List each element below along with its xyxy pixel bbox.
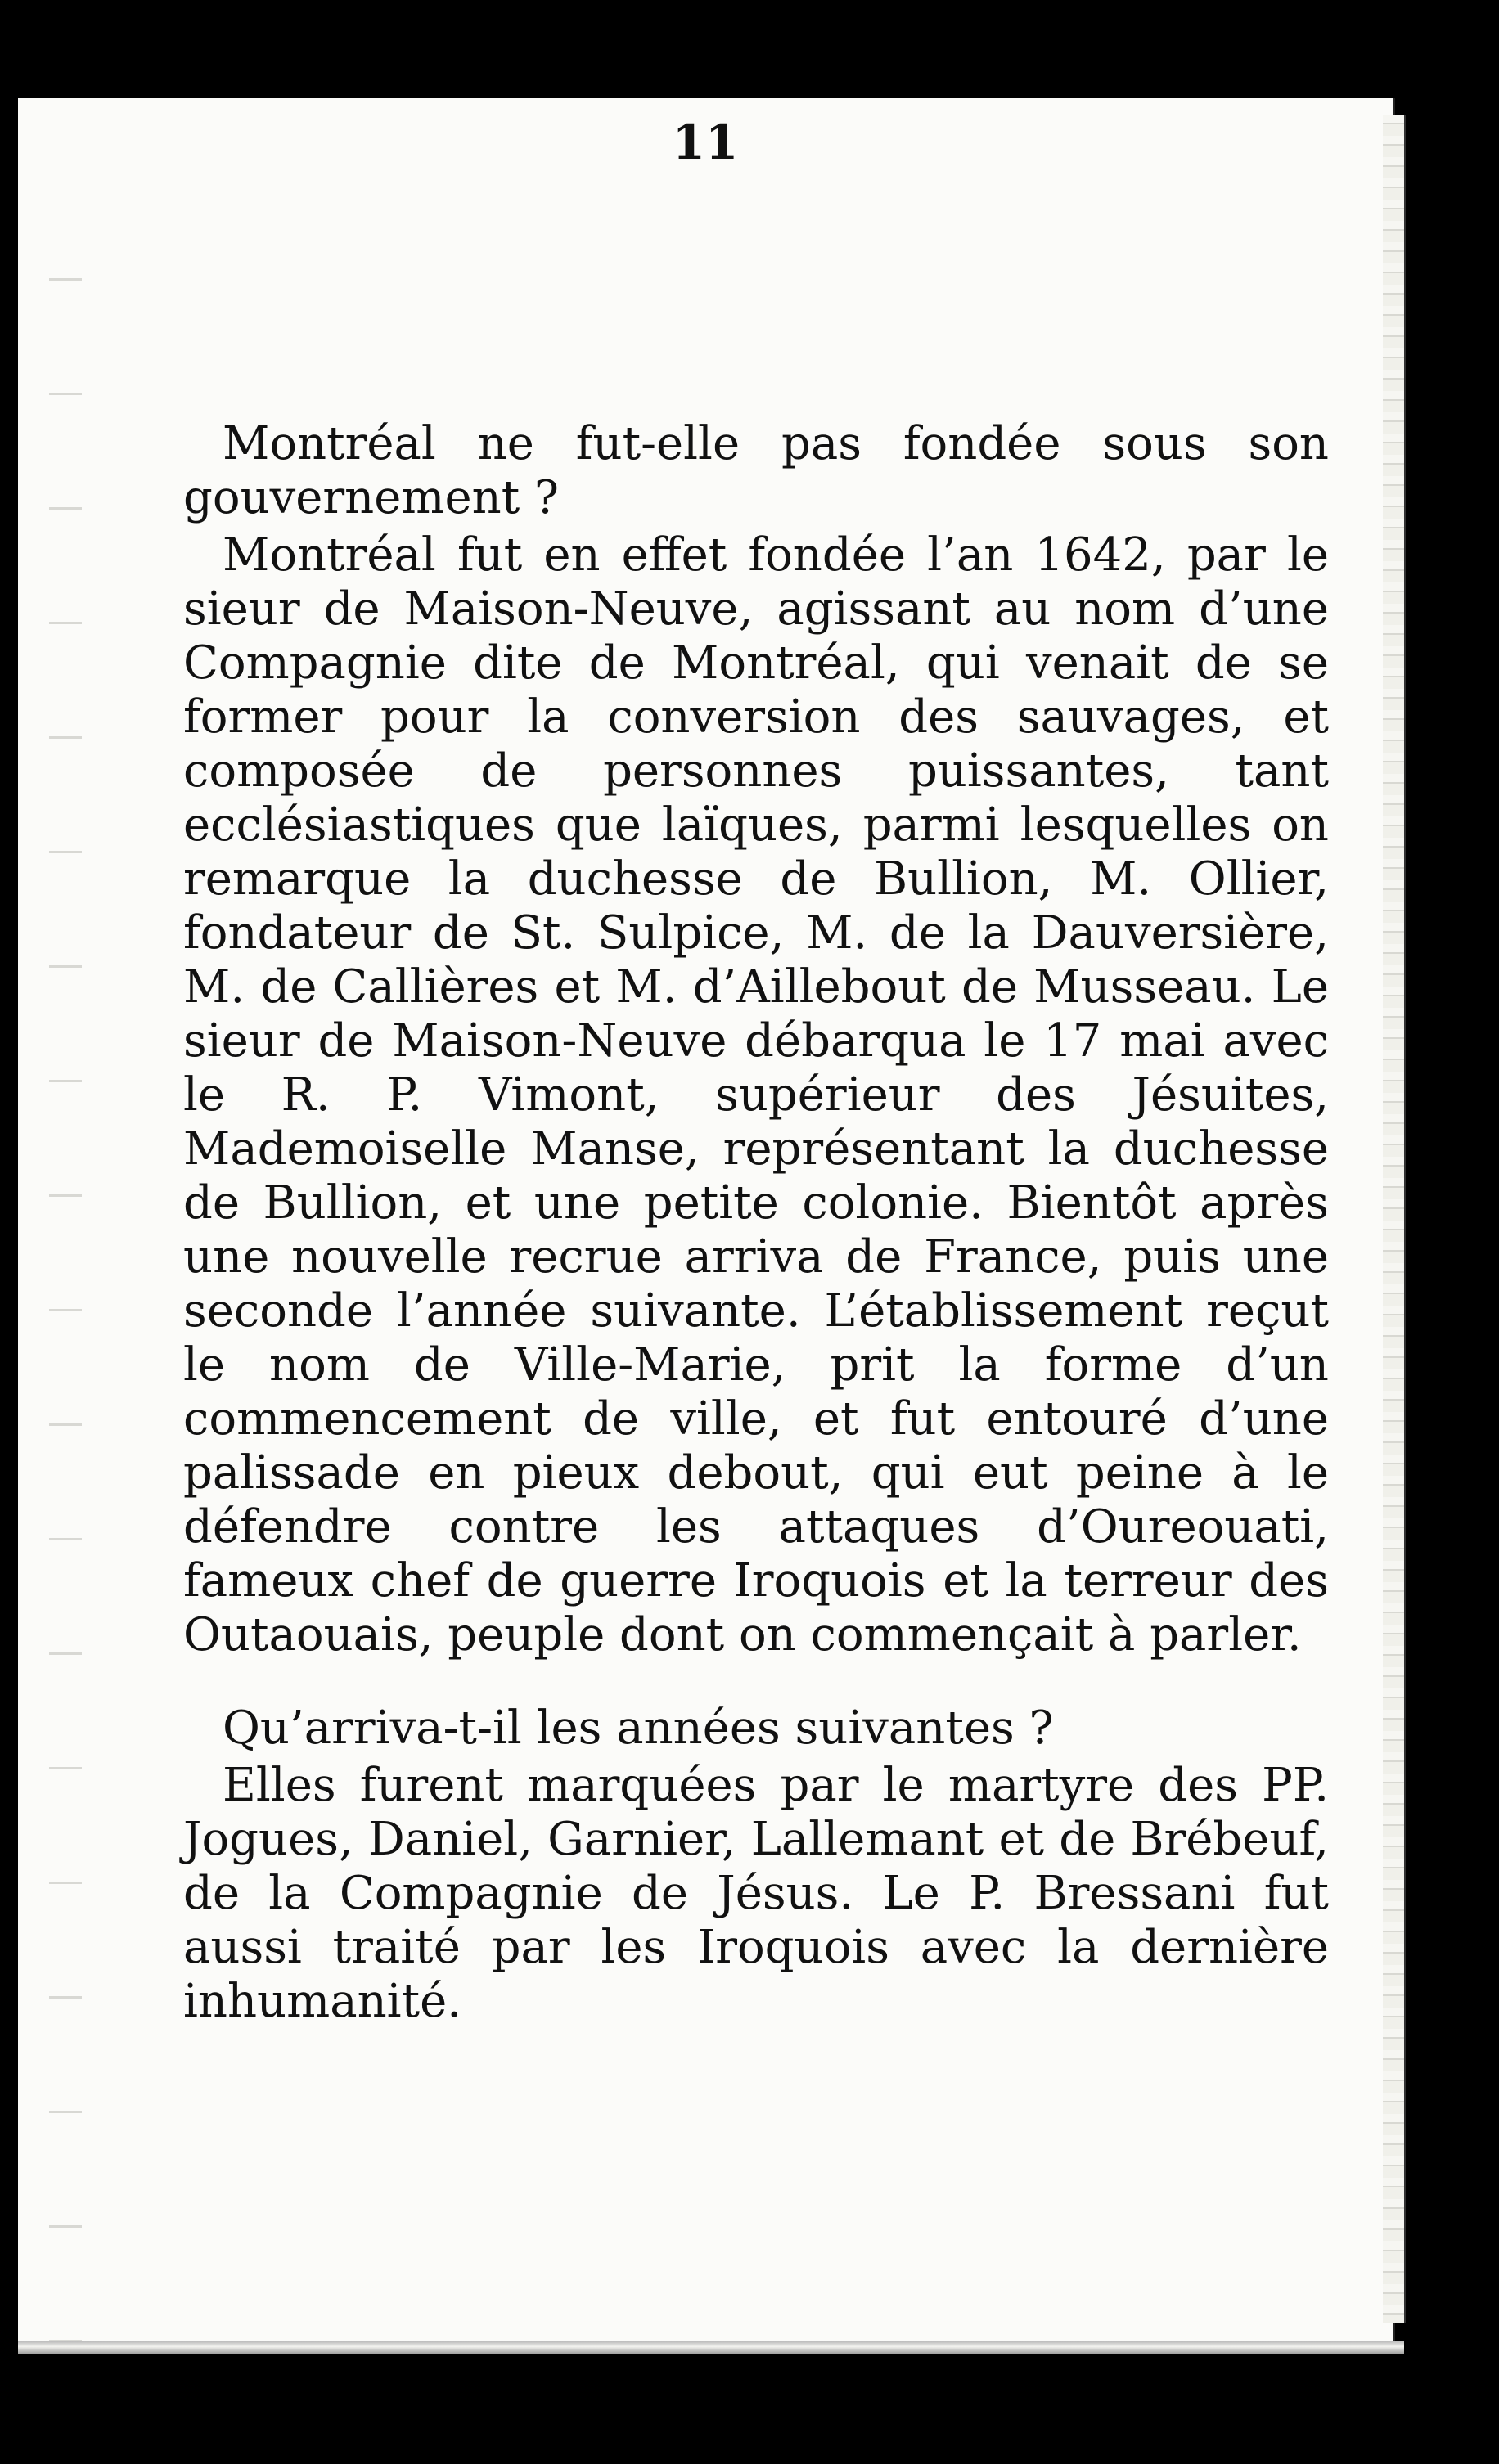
question-paragraph: Qu’arriva-t-il les années suivantes ? (223, 1702, 1054, 1755)
question-paragraph: Montréal ne fut-elle pas fondée sous son gouvernement ? (183, 417, 1329, 524)
page-number: 11 (672, 115, 739, 170)
answer-paragraph: Montréal fut en effet fondée l’an 1642, par le sieur de Maison-Neuve, agissant au nom d’une Compagnie dite de Montréal, qui venait de se former pour la conversion des sauvages, et composée de personnes puissantes, tant ecclésiastiques que laïques, parmi lesquelles on remarque la duchesse de Bullion, M. Ollier, fondateur de St. Sulpice, M. de la Dauversière, M. de Callières et M. d’Aillebout de Musseau. Le sieur de Maison-Neuve débarqua le 17 mai avec le R. P. Vimont, supérieur des Jésuites, Mademoiselle Manse, représentant la duchesse de Bullion, et une petite colonie. Bientôt après une nouvelle recrue arriva de France, puis une seconde l’année suivante. L’établissement reçut le nom de Ville-Marie, prit la forme d’un commencement de ville, et fut entouré d’une palissade en pieux debout, qui eut peine à le défendre contre les attaques d’Oureouati, fameux chef de guerre Iroquois et la terreur des Outaouais, peuple dont on commençait à parler. (183, 528, 1329, 1661)
book-page (18, 98, 1395, 2348)
page-text (183, 295, 1329, 2029)
answer-paragraph: Elles furent marquées par le martyre des PP. Jogues, Daniel, Garnier, Lallemant et de Brébeuf, de la Compagnie de Jésus. Le P. Bressani fut aussi traité par les Iroquois avec la dernière inhumanité. (183, 1759, 1329, 2028)
page-stack-edge (1383, 115, 1406, 2323)
page-gutter-marks (49, 221, 82, 2389)
page-bottom-edge (18, 2341, 1404, 2354)
